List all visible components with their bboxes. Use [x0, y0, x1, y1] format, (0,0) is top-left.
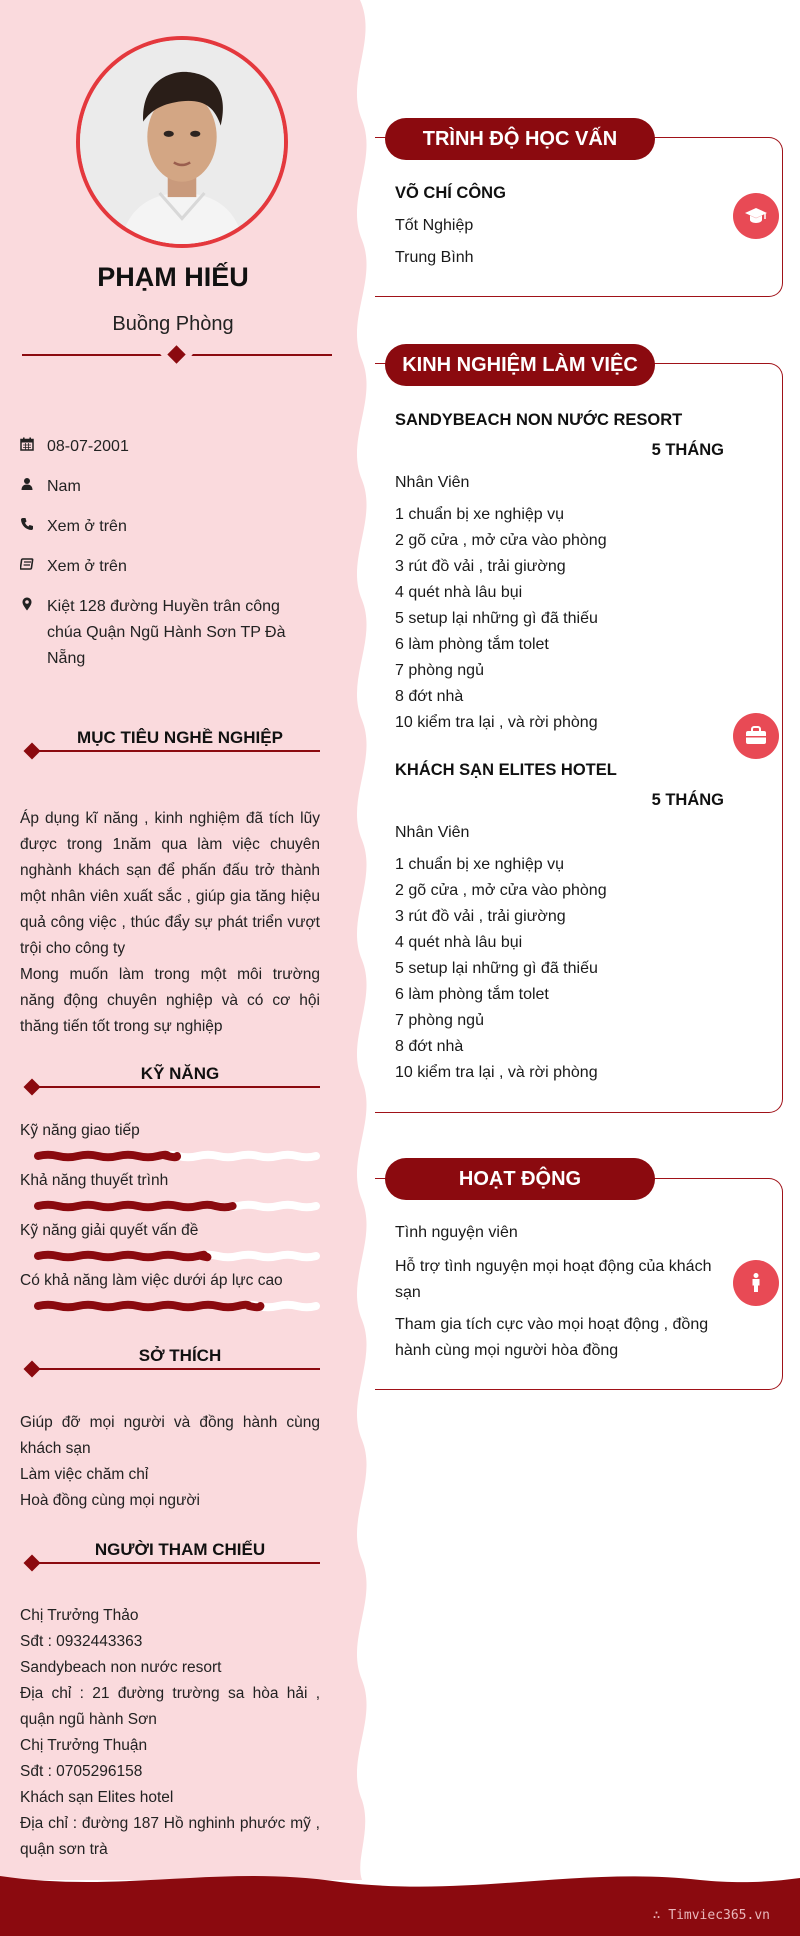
skill-item: [20, 1272, 320, 1296]
person-icon: [744, 1271, 768, 1295]
briefcase-icon: [744, 724, 768, 748]
gender-text: Nam: [47, 478, 81, 495]
job-task: 8 đớt nhà: [395, 1038, 464, 1055]
objective-title: MỤC TIÊU NGHỀ NGHIỆP: [77, 728, 283, 747]
address-text: Kiệt 128 đường Huyền trân công chúa Quận Ngũ Hành Sơn TP Đà Nẵng: [47, 598, 286, 667]
reference-line: Sđt : 0705296158: [20, 1763, 143, 1780]
job-task: 1 chuẩn bị xe nghiệp vụ: [395, 856, 565, 873]
job-duration: 5 THÁNG: [651, 791, 724, 809]
job-company: KHÁCH SẠN ELITES HOTEL: [395, 761, 617, 779]
skills-title: KỸ NĂNG: [140, 1064, 220, 1083]
job-task: 7 phòng ngủ: [395, 1012, 484, 1029]
job-task: 5 setup lại những gì đã thiếu: [395, 610, 598, 627]
phone-text: Xem ở trên: [47, 518, 127, 535]
activities-title: HOẠT ĐỘNG: [385, 1158, 655, 1200]
footer-wave: [0, 1870, 800, 1936]
job-task: 8 đớt nhà: [395, 688, 464, 705]
job-task: 3 rút đồ vải , trải giường: [395, 908, 566, 925]
graduation-cap-icon: [744, 204, 768, 228]
calendar-icon: [20, 437, 34, 451]
skill-item: [20, 1122, 320, 1146]
job-task: 4 quét nhà lâu bụi: [395, 584, 523, 601]
job-task: 3 rút đồ vải , trải giường: [395, 558, 566, 575]
skill-bar: [32, 1150, 322, 1162]
objective-text: [20, 806, 320, 1040]
job-tasks: [395, 502, 715, 736]
hobbies-header: [20, 1346, 320, 1376]
reference-line: Địa chỉ : đường 187 Hồ nghinh phước mỹ , quận sơn trà: [20, 1815, 320, 1858]
reference-line: Chị Trưởng Thuận: [20, 1737, 148, 1754]
skill-bar: [32, 1300, 322, 1312]
job-duration: 5 THÁNG: [651, 441, 724, 459]
email-text: Xem ở trên: [47, 558, 127, 575]
job-task: 2 gõ cửa , mở cửa vào phòng: [395, 532, 607, 549]
candidate-position: Buồng Phòng: [112, 313, 234, 335]
skill-name: Kỹ năng giao tiếp: [20, 1122, 140, 1139]
phone-icon: [20, 517, 34, 531]
activity-line: Tham gia tích cực vào mọi hoạt động , đồng hành cùng mọi người hòa đồng: [395, 1316, 709, 1359]
skill-bar: [32, 1200, 322, 1212]
job-task: 2 gõ cửa , mở cửa vào phòng: [395, 882, 607, 899]
reference-line: Chị Trưởng Thảo: [20, 1607, 139, 1624]
references-text: [20, 1603, 320, 1863]
skill-name: Khả năng thuyết trình: [20, 1172, 169, 1189]
reference-line: Sđt : 0932443363: [20, 1633, 143, 1650]
job-task: 10 kiểm tra lại , và rời phòng: [395, 1064, 598, 1081]
job-company: SANDYBEACH NON NƯỚC RESORT: [395, 411, 683, 429]
hobbies-text: [20, 1410, 320, 1514]
hobby-line: Hoà đồng cùng mọi người: [20, 1492, 200, 1509]
job-task: 6 làm phòng tắm tolet: [395, 986, 549, 1003]
user-icon: [20, 477, 34, 491]
experience-icon-badge: [733, 713, 779, 759]
objective-line: Mong muốn làm trong một môi trường năng động chuyên nghiệp và có cơ hội thăng tiến tốt trong sự nghiệp: [20, 966, 320, 1035]
job-task: 4 quét nhà lâu bụi: [395, 934, 523, 951]
hobbies-title: SỞ THÍCH: [138, 1346, 222, 1365]
brand-watermark: ∴ Timviec365.vn: [652, 1908, 770, 1923]
objective-line: Áp dụng kĩ năng , kinh nghiệm đã tích lũy được trong 1năm qua làm việc chuyên nghành khách sạn để phấn đấu trở thành một nhân viên xuất sắc , giúp gia tăng hiệu quả công việc , thúc đẩy sự phát triển vượt trội cho công ty: [20, 810, 320, 957]
job-task: 5 setup lại những gì đã thiếu: [395, 960, 598, 977]
birthday-text: 08-07-2001: [47, 438, 129, 455]
hobby-line: Giúp đỡ mọi người và đồng hành cùng khách sạn: [20, 1414, 320, 1457]
job-task: 10 kiểm tra lại , và rời phòng: [395, 714, 598, 731]
avatar: [76, 36, 288, 248]
candidate-name: PHẠM HIẾU: [97, 262, 249, 292]
job-task: 7 phòng ngủ: [395, 662, 484, 679]
skill-bar: [32, 1250, 322, 1262]
skill-name: Kỹ năng giải quyết vấn đề: [20, 1222, 199, 1239]
job-task: 1 chuẩn bị xe nghiệp vụ: [395, 506, 565, 523]
skill-item: [20, 1222, 320, 1246]
references-title: NGƯỜI THAM CHIẾU: [94, 1540, 266, 1559]
email-icon: [20, 557, 34, 571]
references-header: [20, 1540, 320, 1570]
education-grade: Trung Bình: [395, 249, 474, 266]
activities-icon-badge: [733, 1260, 779, 1306]
experience-title: KINH NGHIỆM LÀM VIỆC: [385, 344, 655, 386]
location-icon: [20, 597, 34, 611]
hobby-line: Làm việc chăm chỉ: [20, 1466, 149, 1483]
activity-name: Tình nguyện viên: [395, 1224, 518, 1241]
education-title: TRÌNH ĐỘ HỌC VẤN: [385, 118, 655, 160]
education-status: Tốt Nghiệp: [395, 217, 474, 234]
skills-header: [20, 1064, 320, 1094]
activity-line: Hỗ trợ tình nguyện mọi hoạt động của khách sạn: [395, 1258, 712, 1301]
job-role: Nhân Viên: [395, 474, 470, 491]
reference-line: Khách sạn Elites hotel: [20, 1789, 174, 1806]
reference-line: Sandybeach non nước resort: [20, 1659, 222, 1676]
skill-item: [20, 1172, 320, 1196]
avatar-photo: [80, 40, 284, 244]
job-tasks: [395, 852, 715, 1086]
skill-name: Có khả năng làm việc dưới áp lực cao: [20, 1272, 283, 1289]
reference-line: Địa chỉ : 21 đường trường sa hòa hải , quận ngũ hành Sơn: [20, 1685, 320, 1728]
job-task: 6 làm phòng tắm tolet: [395, 636, 549, 653]
education-school: VÕ CHÍ CÔNG: [395, 184, 506, 202]
job-role: Nhân Viên: [395, 824, 470, 841]
objective-header: [20, 728, 320, 758]
education-icon-badge: [733, 193, 779, 239]
